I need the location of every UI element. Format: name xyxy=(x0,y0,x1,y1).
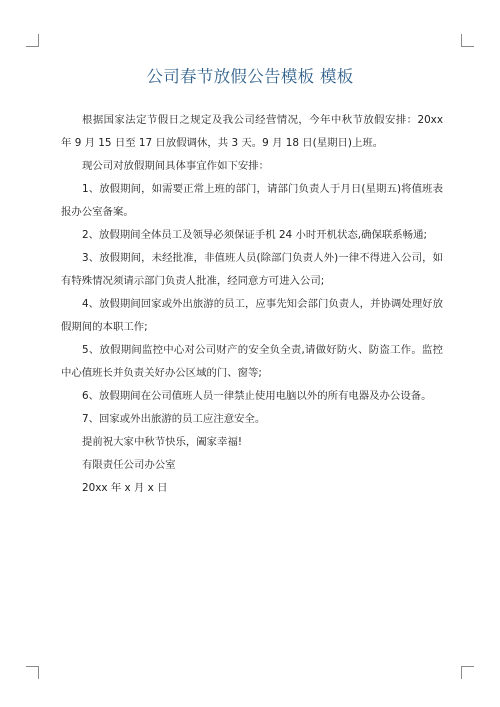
document-title: 公司春节放假公告模板 模板 xyxy=(146,67,354,86)
paragraph-item-5: 5、放假期间监控中心对公司财产的安全负全责,请做好防火、防盗工作。监控中心值班长并负责关好办公区域的门、窗等; xyxy=(61,344,443,379)
crop-mark-bottom-right xyxy=(461,666,474,679)
crop-mark-top-right xyxy=(461,34,474,47)
paragraph-item-6: 6、放假期间在公司值班人员一律禁止使用电脑以外的所有电器及办公设备。 xyxy=(82,390,432,402)
paragraph-arrangement-lead: 现公司对放假期间具体事宜作如下安排： xyxy=(82,160,270,172)
paragraph-greeting: 提前祝大家中秋节快乐，阖家幸福! xyxy=(82,436,243,448)
paragraph-item-7: 7、回家或外出旅游的员工应注意安全。 xyxy=(82,413,266,425)
paragraph-item-4: 4、放假期间回家或外出旅游的员工，应事先知会部门负责人，并协调处理好放假期间的本职工作; xyxy=(61,298,443,333)
paragraph-intro: 根据国家法定节假日之规定及我公司经营情况，今年中秋节放假安排：20xx 年 9 月 15 日至 17 日放假调休，共 3 天。9 月 18 日(星期日)上班。 xyxy=(61,114,443,149)
document-body xyxy=(61,109,443,500)
paragraph-item-1: 1、放假期间，如需要正常上班的部门，请部门负责人于月日(星期五)将值班表报办公室备案。 xyxy=(61,183,443,218)
paragraph-item-3: 3、放假期间，未经批准，非值班人员(除部门负责人外)一律不得进入公司，如有特殊情况须请示部门负责人批准，经同意方可进入公司; xyxy=(61,252,443,287)
crop-mark-top-left xyxy=(26,34,39,47)
crop-mark-bottom-left xyxy=(26,666,39,679)
signature-date: 20xx 年 x 月 x 日 xyxy=(82,482,168,494)
paragraph-item-2: 2、放假期间全体员工及领导必须保证手机 24 小时开机状态,确保联系畅通; xyxy=(82,229,427,241)
signature-organization: 有限责任公司办公室 xyxy=(82,459,176,471)
